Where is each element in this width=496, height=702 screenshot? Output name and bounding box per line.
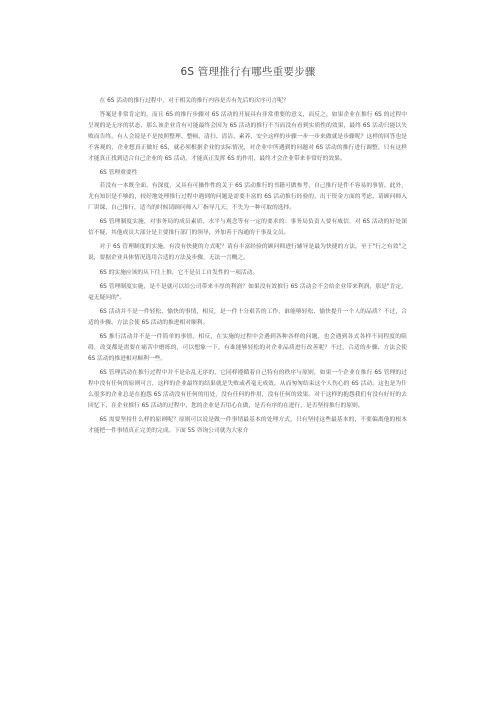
paragraph: 6S 推行活动并不是一件简单的事情，相反，在实施的过程中会遇到各种各样的问题，也会遇到各式各样不同程度的阻碍，改变都是需要在痛苦中磨练的，可以想象一下，有谁能够轻松的对企业品质进行改善呢？不过，合适的步骤、方法会使 6S 活动的推进相对顺利一些。 [88, 334, 407, 363]
paragraph: 6S 需要坚持什么样的原则呢？原则可以说是做一件事情最基本的处理方式，只有坚持这些最基本的，不要偏离他的根本才能把一件事情真正完美的完成。下面 5S 咨询公司就为大家介 [88, 417, 407, 435]
paragraph: 6S 的实施应该的从下往上推，它不是员工自发性的一项活动。 [99, 269, 259, 276]
document-title: 6S 管理推行有哪些重要步骤 [180, 66, 316, 78]
paragraph: 6S 活动并不是一件轻松、愉快的事情，相反，是一件十分艰苦的工作，谁能够轻松、愉快提升一个人的品质？不过，合适的步骤、方法会使 6S 活动的推进相对顺利。 [88, 309, 407, 327]
paragraph: 答案是非常肯定的，而且 6S 的推行步骤对 6S 活动的开展具有非常重要的意义，而反之，如果企业在推行 6S 的过程中呈现的是无序的状态，那么该企业肯有可能最终会因为 6S 活动的推行不当而没有看到实质性的效果，最终 6S 活动只能以失败而告终。有人会说是不是按照整理、整顿、清扫、清洁、素养、安全这样的步骤一步一步来做就是步骤呢？这样的回答也是不客观的，企业想真正做好 6S，就必须根据企业的实际情况，对企业中所遇到的问题对 6S 活动的推行进行调整，只有这样才能真正找到适合自己企业的 6S 活动，才能真正发挥 6S 的作用，最终才会企业带来非常好的效果。 [88, 112, 407, 162]
document-body [88, 96, 407, 441]
paragraph: 若没有一本既全面、有深度，又具有可操作性的关于 6S 活动推行的书籍可做参考，自己推行是件不容易的事情。此外，尤有知识是不够的，较好地处理推行过程中遇到的问题是需要丰富的 6S 活动推行经验的，出于资金方面的考虑，请顾问师入厂讲课，自己推行，适当的时候请顾问师入厂指导几天，不失为一种可取的选择。 [88, 183, 407, 211]
paragraph: 在 6S 活动的推行过程中，对于相关的推行内容是否有先后的次序可言呢？ [99, 98, 289, 104]
section-heading: 6S 管理重要性 [99, 170, 138, 177]
paragraph: 6S 管理活动在推行过程中并不是杂乱无序的，它同样遵循着自己特有的秩序与原则，如果一个企业在推行 6S 管理的过程中没有任何的原则可言，这样的企业最终的结果就是失败或者毫无成效，从而匆匆结束这个人伤心的 6S 活动。这也是为什么很多的企业总是在抱怨 6S 活动没有任何的用处，没有任何的作用，没有任何的效果。对于这样的抱怨我们有没有好好的去回忆下，在企业推行 6S 活动的过程中，您的企业是否用心在做，是否有序的在进行，是否坚持推行的原则。 [88, 370, 407, 410]
paragraph: 6S 管理制度实施，是不是就可以给公司带来丰厚的利润？如果没有效推行 6S 活动会不会给企业带来利润，那是"肯定，毫无疑问的"。 [88, 283, 407, 301]
paragraph: 6S 管理制度实施，对事务局的成员素质、水平与观念等有一定的要求的：事务局负责人要有威信，对 6S 活动的好处深信不疑，其他成员大部分是主要推行部门的领导，外加善于沟通的干事及文员。 [88, 219, 407, 237]
paragraph: 对于 6S 管理制度的实施，有没有快捷的方式呢？请有丰富经验的顾问师进行辅导是最为快捷的方法，至于"行之有效"之说，要据企业具体情况选用合适的方法及步骤，无法一言概之。 [88, 244, 407, 262]
